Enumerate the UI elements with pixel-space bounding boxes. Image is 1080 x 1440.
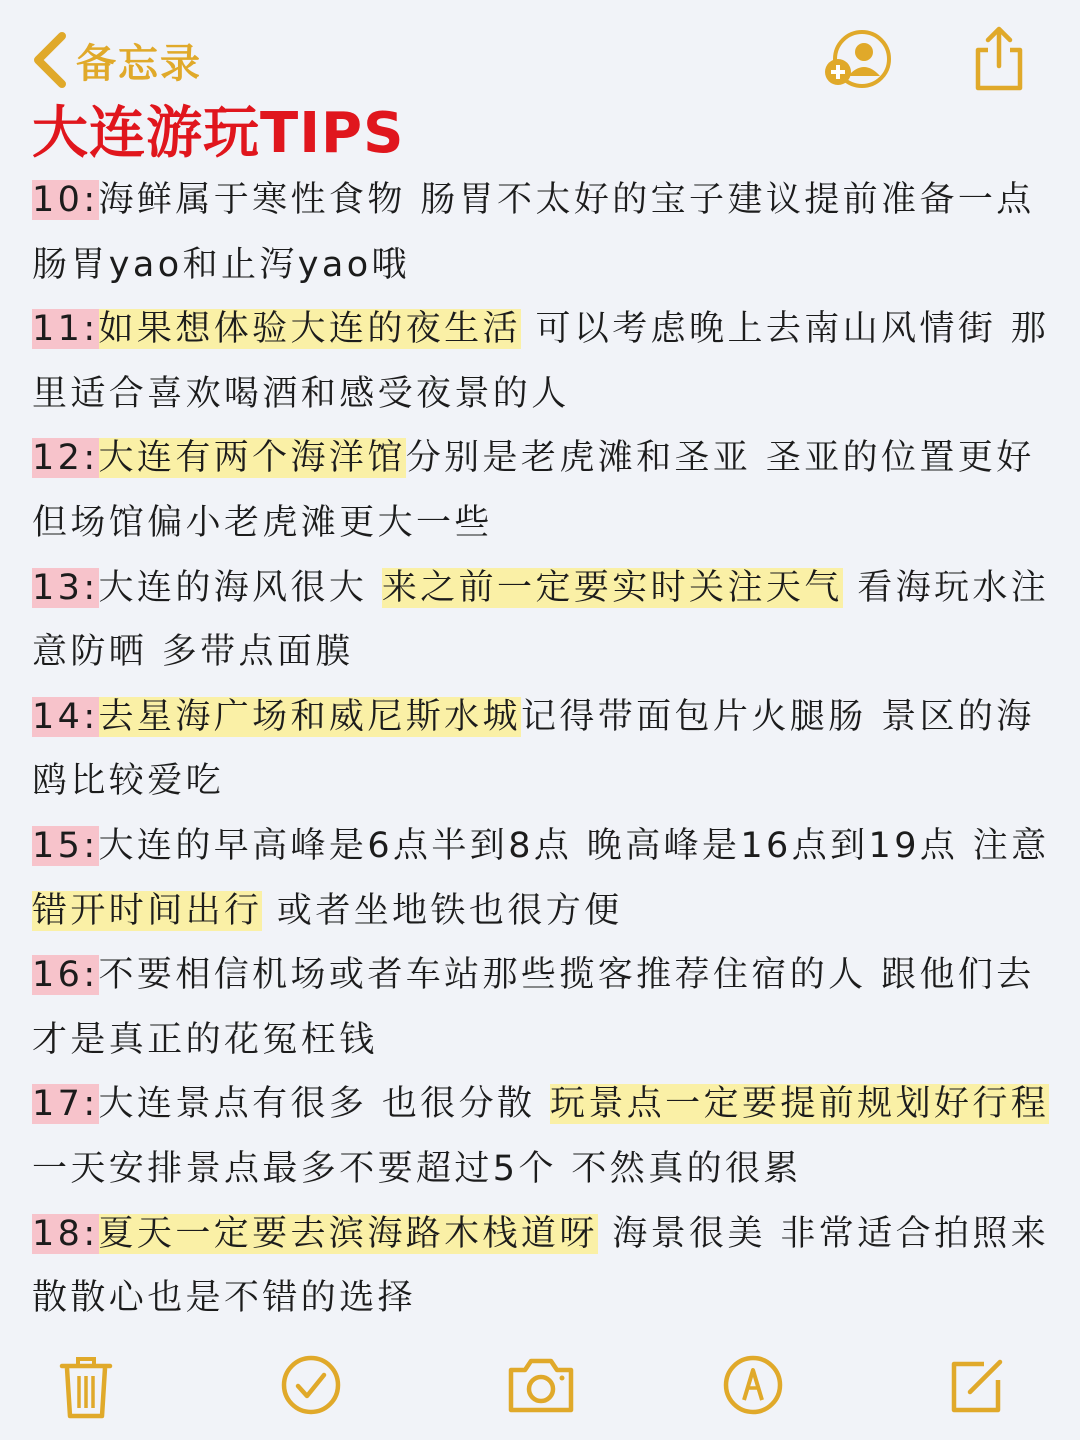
share-icon [970,24,1028,94]
tip-highlight: 夏天一定要去滨海路木栈道呀 [98,1213,598,1254]
add-person-icon [822,30,898,92]
tip-text: 大连的早高峰是6点半到8点 晚高峰是16点到19点 注意 [98,825,1050,866]
tip-text: 可以考虑晚上去南山风情街 那里适合喜欢喝酒和感受夜景的人 [32,309,1050,414]
tip-item [32,297,1062,426]
tip-highlight: 玩景点一定要提前规划好行程 [549,1084,1050,1125]
markup-icon [722,1354,784,1416]
tip-item [32,556,1062,685]
note-title: 大连游玩TIPS [32,101,405,166]
tip-text: 海鲜属于寒性食物 肠胃不太好的宝子建议提前准备一点肠胃yao和止泻yao哦 [32,180,1035,285]
checklist-icon [280,1354,342,1416]
tip-number: 17: [32,1084,99,1125]
camera-icon [505,1354,577,1416]
tip-text: 一天安排景点最多不要超过5个 不然真的很累 [32,1148,802,1189]
add-person-button[interactable] [822,30,898,96]
trash-icon [58,1354,114,1420]
checklist-button[interactable] [280,1354,342,1420]
tip-text: 不要相信机场或者车站那些揽客推荐住宿的人 跟他们去才是真正的花冤枉钱 [32,955,1035,1060]
tip-text: 大连景点有很多 也很分散 [98,1084,550,1125]
compose-icon [946,1354,1008,1416]
tip-text: 大连的海风很大 [98,567,382,608]
tip-text: 分别是老虎滩和圣亚 圣亚的位置更好 但场馆偏小老虎滩更大一些 [32,438,1035,543]
tip-item [32,1072,1062,1201]
tip-highlight: 去星海广场和威尼斯水城 [98,696,521,737]
tip-highlight: 如果想体验大连的夜生活 [98,309,521,350]
bottom-toolbar [0,1340,1080,1440]
tip-item [32,814,1062,943]
top-bar [0,0,1080,110]
back-label: 备忘录 [76,40,202,87]
tip-number: 15: [32,825,99,866]
markup-button[interactable] [722,1354,784,1420]
chevron-left-icon [30,30,70,90]
tip-number: 14: [32,696,99,737]
tip-number: 18: [32,1213,99,1254]
tip-text: 记得带面包片火腿肠 景区的海鸥比较爱吃 [32,696,1035,802]
tip-number: 12: [32,438,99,479]
note-body[interactable] [32,168,1062,1331]
camera-button[interactable] [505,1354,577,1420]
tip-text: 看海玩水注意防晒 多带点面膜 [32,567,1050,673]
tip-number: 16: [32,955,99,996]
tip-highlight: 大连有两个海洋馆 [98,438,406,479]
tip-item [32,1202,1062,1331]
tip-highlight: 来之前一定要实时关注天气 [381,567,843,608]
delete-button[interactable] [58,1354,114,1424]
tip-text: 海景很美 非常适合拍照来散散心也是不错的选择 [32,1213,1050,1319]
back-button[interactable] [30,28,202,92]
tip-number: 10: [32,180,99,220]
tip-item [32,168,1062,297]
compose-button[interactable] [946,1354,1008,1420]
tip-number: 13: [32,567,99,608]
tip-item [32,426,1062,555]
tip-number: 11: [32,309,99,350]
tip-item [32,685,1062,814]
tip-text: 或者坐地铁也很方便 [262,890,623,931]
tip-highlight: 错开时间出行 [32,890,263,931]
share-button[interactable] [970,24,1028,98]
tip-item [32,943,1062,1072]
